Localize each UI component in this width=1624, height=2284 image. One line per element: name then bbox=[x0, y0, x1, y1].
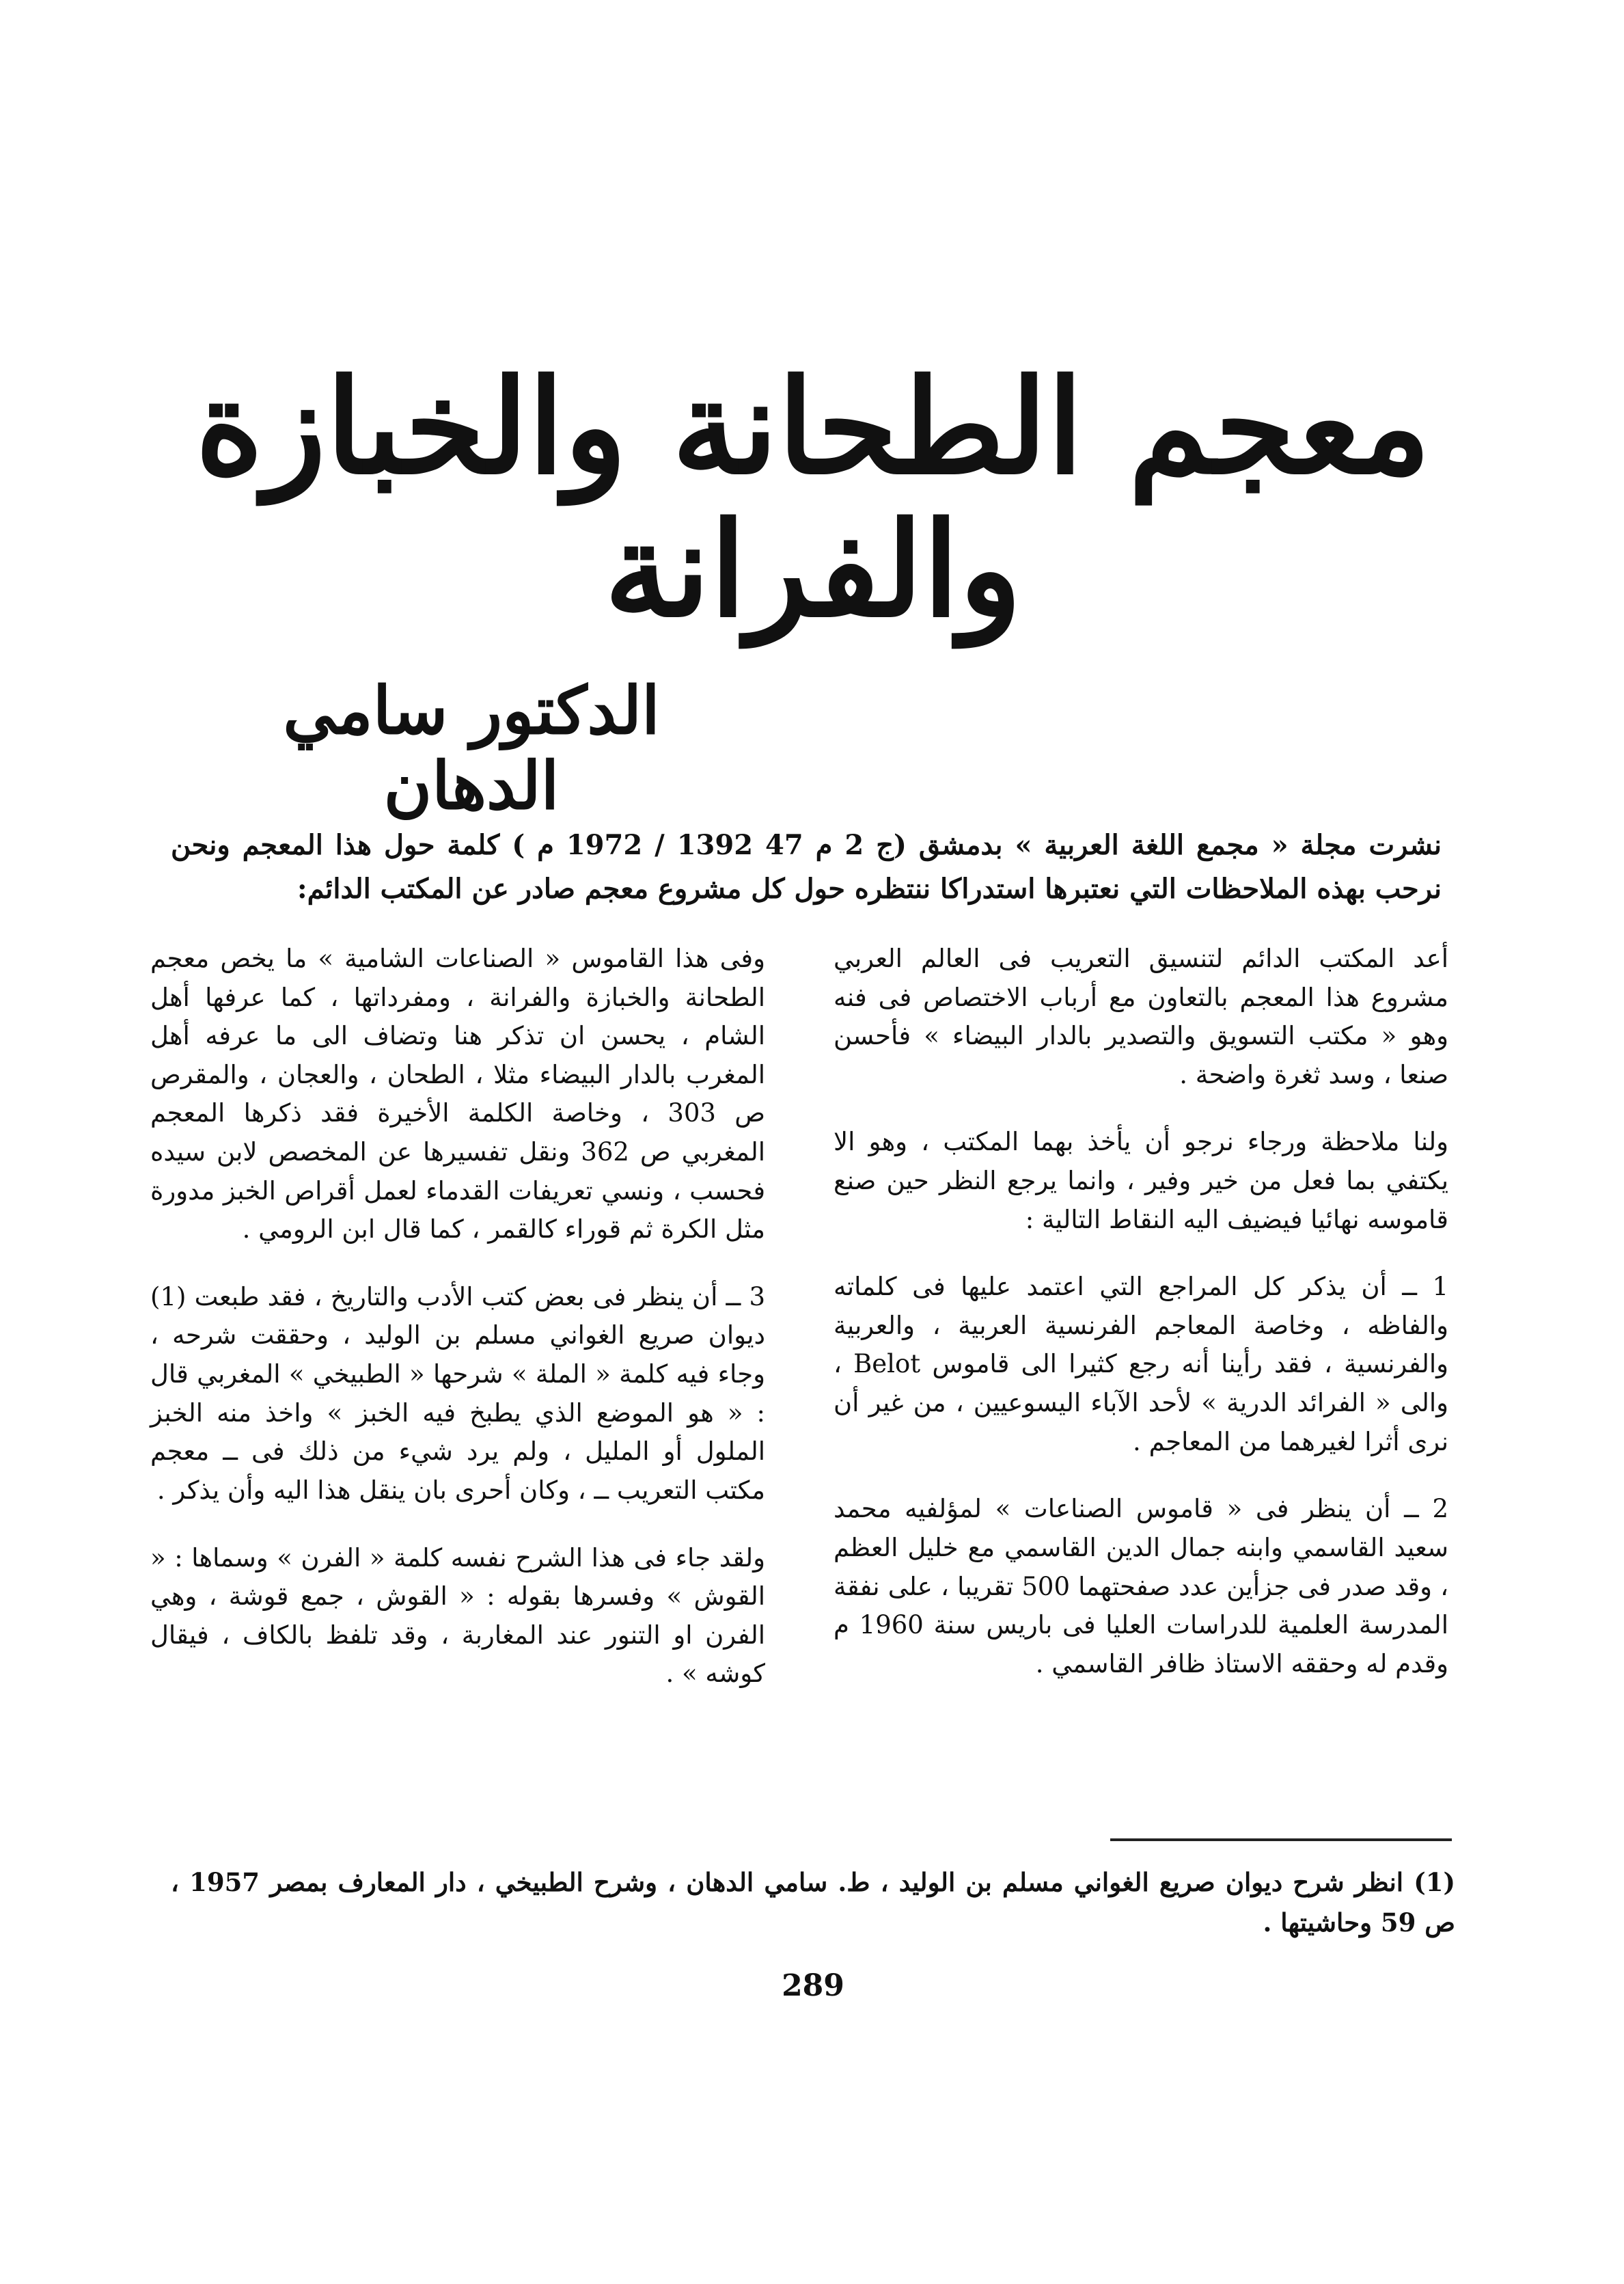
footnote: (1) انظر شرح ديوان صريع الغواني مسلم بن الوليد ، ط. سامي الدهان ، وشرح الطبيخي ، دار المعارف بمصر 1957 ، ص 59 وحاشيتها . bbox=[171, 1867, 1455, 1938]
paragraph: 2 ــ أن ينظر فى « قاموس الصناعات » لمؤلفيه محمد سعيد القاسمي وابنه جمال الدين القاسمي مع خليل العظم ، وقد صدر فى جزأين عدد صفحتهما 500 تقريبا ، على نفقة المدرسة العلمية للدراسات العليا فى باريس سنة 1960 م وقدم له وحققه الاستاذ ظافر القاسمي . bbox=[834, 1494, 1449, 1678]
paragraph: 1 ــ أن يذكر كل المراجع التي اعتمد عليها فى كلماته والفاظه ، وخاصة المعاجم الفرنسية العربية ، والعربية والفرنسية ، فقد رأينا أنه رجع كثيرا الى قاموس Belot ، والى « الفرائد الدرية » لأحد الآباء اليسوعيين ، من غير أن نرى أثرا لغيرهما من المعاجم . bbox=[834, 1272, 1448, 1456]
left-column bbox=[150, 940, 765, 1722]
paragraph: ولنا ملاحظة ورجاء نرجو أن يأخذ بهما المكتب ، وهو الا يكتفي بما فعل من خير وفير ، وانما يرجع النظر حين صنع قاموسه نهائيا فيضيف اليه النقاط التالية : bbox=[834, 1127, 1448, 1234]
editorial-intro: نشرت مجلة « مجمع اللغة العربية » بدمشق (ج 2 م 47 1392 / 1972 م ) كلمة حول هذا المعجم ونحن نرحب بهذه الملاحظات التي نعتبرها استدراكا ننتظره حول كل مشروع معجم صادر عن المكتب الدائم: bbox=[171, 829, 1442, 905]
paragraph: 3 ــ أن ينظر فى بعض كتب الأدب والتاريخ ، فقد طبعت (1) ديوان صريع الغواني مسلم بن الوليد ، وحققت شرحه ، وجاء فيه كلمة « الملة » شرحها « الطبيخي » المغربي قال : « هو الموضع الذي يطبخ فيه الخبز » واخذ منه الخبز الملول أو المليل ، ولم يرد شيء من ذلك فى ــ معجم مكتب التعريب ــ ، وكان أحرى بان ينقل هذا اليه وأن يذكر . bbox=[150, 1281, 765, 1505]
paragraph: ولقد جاء فى هذا الشرح نفسه كلمة « الفرن » وسماها : « القوش » وفسرها بقوله : « القوش ، جمع قوشة ، وهي الفرن او التنور عند المغاربة ، وقد تلفظ بالكاف ، فيقال كوشه » . bbox=[150, 1542, 765, 1689]
right-column bbox=[834, 940, 1448, 1712]
paragraph: وفى هذا القاموس « الصناعات الشامية » ما يخص معجم الطحانة والخبازة والفرانة ، ومفرداتها ، كما عرفها أهل الشام ، يحسن ان تذكر هنا وتضاف الى ما عرفه أهل المغرب بالدار البيضاء مثلا ، الطحان ، والعجان ، والمقرص ص 303 ، وخاصة الكلمة الأخيرة فقد ذكرها المعجم المغربي ص 362 ونقل تفسيرها عن المخصص لابن سيده فحسب ، ونسي تعريفات القدماء لعمل أقراص الخبز مدورة مثل الكرة ثم قوراء كالقمر ، كما قال ابن الرومي . bbox=[150, 944, 765, 1245]
paragraph: أعد المكتب الدائم لتنسيق التعريب فى العالم العربي مشروع هذا المعجم بالتعاون مع أرباب الاختصاص فى فنه وهو « مكتب التسويق والتصدير بالدار البيضاء » فأحسن صنعا ، وسد ثغرة واضحة . bbox=[834, 944, 1448, 1089]
article-title: معجم الطحانة والخبازة والفرانة bbox=[195, 351, 1431, 646]
article-author: الدكتور سامي الدهان bbox=[283, 672, 660, 825]
footnote-divider bbox=[1110, 1838, 1452, 1841]
page-number: 289 bbox=[782, 1968, 844, 2003]
